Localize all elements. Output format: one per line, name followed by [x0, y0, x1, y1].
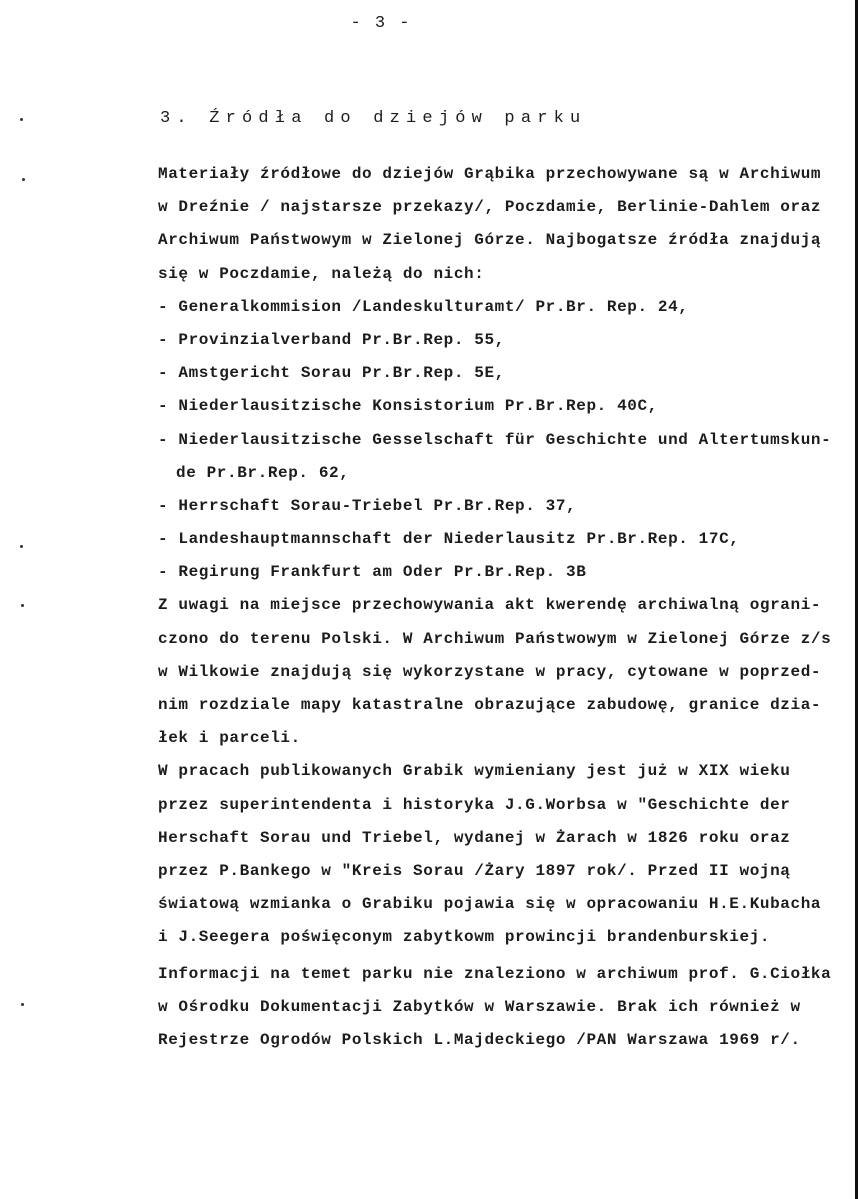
- text-line: i J.Seegera poświęconym zabytkowm prowincji brandenburskiej.: [158, 928, 771, 947]
- list-item-continuation: de Pr.Br.Rep. 62,: [176, 463, 350, 482]
- text-line: nim rozdziale mapy katastralne obrazujące zabudowę, granice dzia-: [158, 696, 822, 714]
- list-item: - Landeshauptmannschaft der Niederlausitz Pr.Br.Rep. 17C,: [158, 530, 740, 549]
- body-text: [158, 162, 858, 1061]
- text-line: w Wilkowie znajdują się wykorzystane w pracy, cytowane w poprzed-: [158, 662, 822, 681]
- text-line: w Ośrodku Dokumentacji Zabytków w Warszawie. Brak ich również w: [158, 997, 801, 1016]
- text-line: Archiwum Państwowym w Zielonej Górze. Najbogatsze źródła znajdują: [158, 231, 822, 250]
- text-line: łek i parceli.: [158, 729, 301, 748]
- text-line: Z uwagi na miejsce przechowywania akt kwerendę archiwalną ograni-: [158, 596, 822, 615]
- list-item: - Herrschaft Sorau-Triebel Pr.Br.Rep. 37,: [158, 496, 577, 515]
- section-heading: 3. Źródła do dziejów parku: [160, 109, 587, 128]
- text-line: czono do terenu Polski. W Archiwum Państwowym w Zielonej Górze z/s: [158, 629, 832, 648]
- margin-mark: [22, 178, 25, 181]
- margin-mark: [20, 545, 23, 548]
- text-line: się w Poczdamie, należą do nich:: [158, 264, 485, 283]
- text-line: przez superintendenta i historyka J.G.Worbsa w "Geschichte der: [158, 795, 791, 814]
- margin-mark: [21, 604, 24, 607]
- list-item: - Provinzialverband Pr.Br.Rep. 55,: [158, 330, 505, 349]
- text-line: światową wzmianka o Grabiku pojawia się w opracowaniu H.E.Kubacha: [158, 895, 822, 914]
- text-line: W pracach publikowanych Grabik wymieniany jest już w XIX wieku: [158, 762, 791, 781]
- text-line: przez P.Bankego w "Kreis Sorau /Żary 1897 rok/. Przed II wojną: [158, 861, 791, 880]
- page-number: - 3 -: [350, 14, 412, 33]
- list-item: - Niederlausitzische Konsistorium Pr.Br.Rep. 40C,: [158, 397, 658, 416]
- text-line: Rejestrze Ogrodów Polskich L.Majdeckiego /PAN Warszawa 1969 r/.: [158, 1030, 801, 1049]
- margin-mark: [20, 118, 23, 121]
- text-line: w Dreźnie / najstarsze przekazy/, Poczdamie, Berlinie-Dahlem oraz: [158, 198, 822, 217]
- list-item: - Amstgericht Sorau Pr.Br.Rep. 5E,: [158, 364, 505, 383]
- text-line: Herschaft Sorau und Triebel, wydanej w Żarach w 1826 roku oraz: [158, 828, 791, 847]
- text-line: Materiały źródłowe do dziejów Grąbika przechowywane są w Archiwum: [158, 165, 822, 183]
- list-item: - Niederlausitzische Gesselschaft für Geschichte und Altertumskun-: [158, 430, 832, 449]
- margin-mark: [21, 1003, 24, 1006]
- list-item: - Generalkommision /Landeskulturamt/ Pr.Br. Rep. 24,: [158, 297, 689, 316]
- list-item: - Regirung Frankfurt am Oder Pr.Br.Rep. 3B: [158, 563, 587, 582]
- text-line: Informacji na temet parku nie znaleziono w archiwum prof. G.Ciołka: [158, 964, 832, 983]
